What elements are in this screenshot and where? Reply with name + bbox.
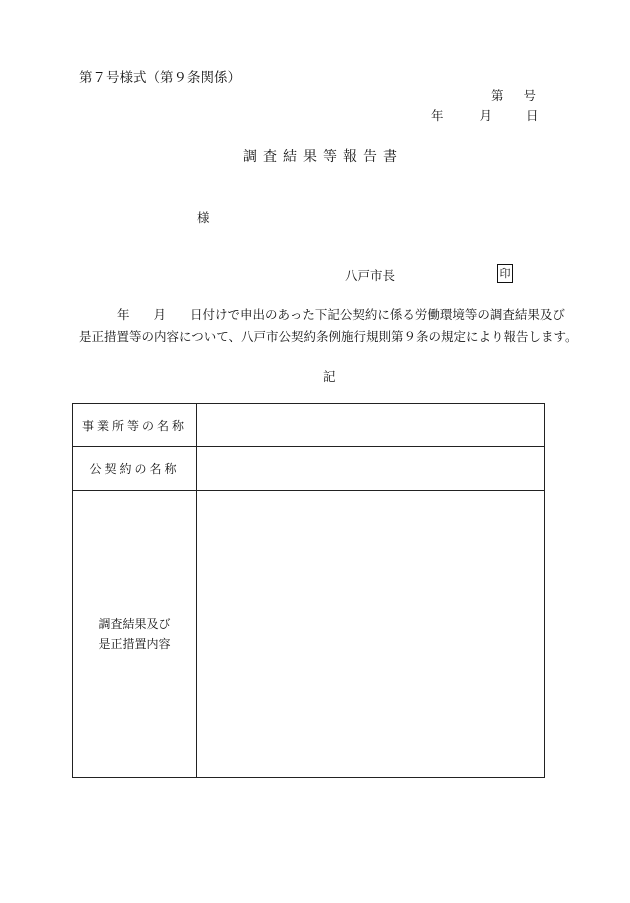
form-number: 第７号様式（第９条関係）	[79, 70, 241, 86]
number-dai: 第	[491, 88, 504, 103]
label-investigation-results	[73, 491, 197, 778]
seal-mark: 印	[497, 264, 513, 283]
table-row	[73, 447, 545, 491]
body-month: 月	[153, 307, 167, 322]
document-number	[491, 86, 536, 104]
number-go: 号	[523, 88, 537, 103]
label-investigation-line-1: 調査結果及び	[98, 617, 171, 631]
value-office-name[interactable]	[197, 404, 545, 447]
sender-name: 八戸市長	[345, 268, 396, 283]
label-investigation-line-2: 是正措置内容	[98, 637, 171, 651]
table-row	[73, 491, 545, 778]
addressee-suffix: 様	[197, 210, 210, 225]
value-investigation-results[interactable]	[197, 491, 545, 778]
label-contract-name: 公契約の名称	[73, 447, 197, 491]
document-date	[431, 106, 539, 124]
table-row	[73, 404, 545, 447]
ki-heading: 記	[323, 369, 336, 384]
label-office-name: 事業所等の名称	[73, 404, 197, 447]
document-title: 調査結果等報告書	[243, 149, 403, 165]
date-month: 月	[479, 108, 493, 123]
date-day: 日	[526, 108, 539, 123]
body-year: 年	[117, 307, 130, 322]
body-line-1-text: 日付けで申出のあった下記公契約に係る労働環境等の調査結果及び	[190, 307, 565, 322]
body-line-2: 是正措置等の内容について、八戸市公契約条例施行規則第９条の規定により報告します。	[79, 329, 578, 344]
date-year: 年	[431, 108, 444, 123]
report-table	[72, 403, 545, 778]
body-line-1	[117, 305, 565, 323]
value-contract-name[interactable]	[197, 447, 545, 491]
